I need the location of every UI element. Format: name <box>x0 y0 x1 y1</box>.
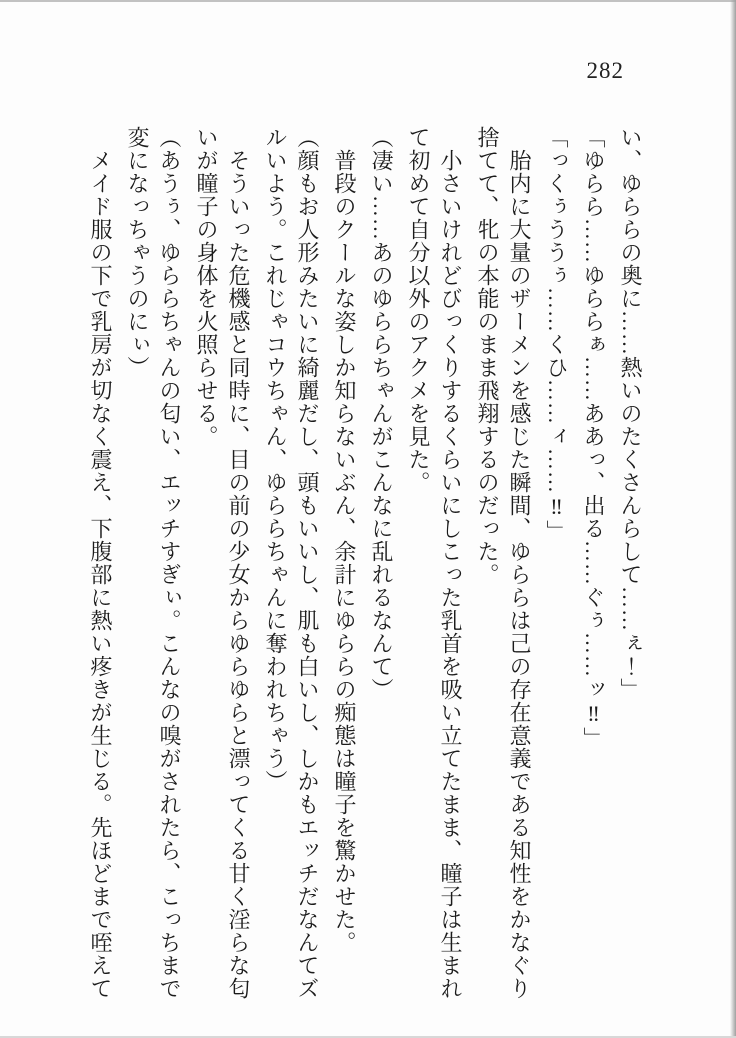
page-edge-shadow <box>730 0 736 1038</box>
paragraph: 「ゆらら……ゆららぁ……ああっ、出る……ぐぅ……ッ‼」 <box>581 126 606 750</box>
paragraph: 普段のクールな姿しか知らないぶん、余計にゆららの痴態は瞳子を驚かせた。 <box>332 149 357 954</box>
paragraph: 「っくぅううぅ……くひ……ィ……‼」 <box>544 126 569 543</box>
paragraph: 小さいけれどびっくりするくらいにしこった乳首を吸い立てたまま、瞳子は生まれて初めて自分以外のアクメを見た。 <box>406 126 463 1000</box>
paragraph: 胎内に大量のザーメンを感じた瞬間、ゆららは己の存在意義である知性をかなぐり捨てて、牝の本能のまま飛翔するのだった。 <box>475 126 532 1000</box>
paragraph: メイド服の下で乳房が切なく震え、下腹部に熱い疼きが生じる。先ほどまで咥えて <box>88 149 113 1000</box>
paragraph: （顔もお人形みたいに綺麗だし、頭もいいし、肌も白いし、しかもエッチだなんてズルいよう。これじゃコウちゃん、ゆららちゃんに奪われちゃう） <box>263 126 320 1000</box>
body-text <box>84 126 646 1006</box>
paragraph: （凄い……あのゆららちゃんがこんなに乱れるなんて） <box>369 126 394 701</box>
page-number: 282 <box>586 58 624 83</box>
paragraph: そういった危機感と同時に、目の前の少女からゆらゆらと漂ってくる甘く淫らな匂いが瞳子の身体を火照らせる。 <box>194 126 251 1000</box>
page-edge-top <box>0 0 736 2</box>
paragraph: い、ゆららの奥に……熱いのたくさんらして……ぇ！」 <box>618 126 643 701</box>
paragraph: （あうぅ、ゆららちゃんの匂い、エッチすぎぃ。こんなの嗅がされたら、こっちまで変になっちゃうのにぃ） <box>125 126 182 1000</box>
